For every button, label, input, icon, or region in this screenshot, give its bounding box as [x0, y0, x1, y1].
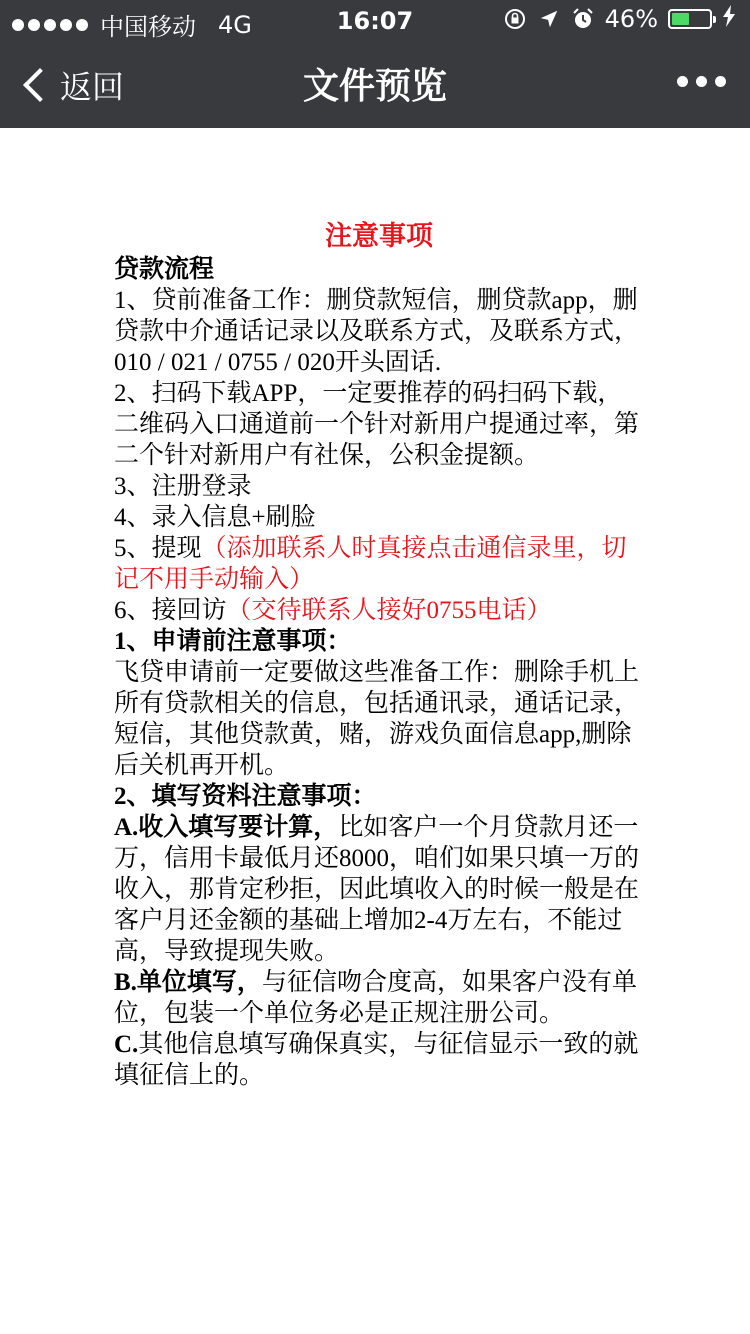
- battery-icon: [668, 9, 712, 29]
- status-time: 16:07: [336, 7, 414, 35]
- paragraph-6: [114, 595, 644, 626]
- paragraph-2: 2、扫码下载APP，一定要推荐的码扫码下载，二维码入口通道前一个针对新用户提通过率，第二个针对新用户有社保，公积金提额。: [114, 380, 640, 469]
- rotation-lock-icon: [503, 7, 527, 31]
- charging-icon: [722, 5, 736, 33]
- item-a: [114, 812, 644, 967]
- p6-note: （交待联系人接好0755电话）: [226, 597, 552, 624]
- network-label: 4G: [218, 10, 252, 39]
- document-content: [114, 218, 644, 1091]
- carrier-label: 中国移动: [100, 13, 196, 41]
- section-1-heading: 1、申请前注意事项：: [114, 628, 352, 655]
- item-a-title: A.收入填写要计算，: [114, 814, 339, 841]
- item-a-body: 比如客户一个月贷款月还一万，信用卡最低月还8000，咱们如果只填一万的收入，那肯定秒拒，因此填收入的时候一般是在客户月还金额的基础上增加2-4万左右，不能过高，导致提现失败。: [114, 814, 640, 965]
- status-bar: [0, 0, 750, 40]
- paragraph-4: 4、录入信息+刷脸: [114, 504, 316, 531]
- item-c-body: 其他信息填写确保真实，与征信显示一致的就填征信上的。: [114, 1031, 639, 1089]
- section-2-heading: 2、填写资料注意事项：: [114, 783, 377, 810]
- app-header: [0, 0, 750, 128]
- paragraph-1: 1、贷前准备工作：删贷款短信，删贷款app，删贷款中介通话记录以及联系方式，及联系方式，010 / 021 / 0755 / 020开头固话.: [114, 287, 640, 376]
- item-b-title: B.单位填写，: [114, 969, 262, 996]
- battery-percent: 46%: [604, 5, 658, 33]
- p5-note: （添加联系人时真接点击通信录里，切记不用手动输入）: [114, 535, 627, 593]
- p5-prefix: 5、提现: [114, 535, 202, 562]
- battery-fill: [672, 13, 689, 25]
- item-b-body: 与征信吻合度高，如果客户没有单位，包装一个单位务必是正规注册公司。: [114, 969, 637, 1027]
- page-title: 文件预览: [302, 66, 447, 107]
- document-title: 注意事项: [325, 221, 433, 251]
- location-arrow-icon: [537, 7, 561, 31]
- more-options-button[interactable]: [677, 76, 726, 87]
- paragraph-5: [114, 533, 644, 595]
- nav-bar: [0, 40, 750, 128]
- item-c-title: C.: [114, 1031, 139, 1058]
- status-right: [503, 5, 736, 33]
- item-b: [114, 967, 644, 1029]
- alarm-icon: [571, 7, 595, 31]
- section-loan-process: 贷款流程: [114, 256, 215, 283]
- item-c: [114, 1029, 644, 1091]
- section-1-body: 飞贷申请前一定要做这些准备工作：删除手机上所有贷款相关的信息，包括通讯录，通话记录，短信，其他贷款黄，赌，游戏负面信息app,删除后关机再开机。: [114, 659, 640, 779]
- p6-prefix: 6、接回访: [114, 597, 227, 624]
- back-label: 返回: [60, 68, 125, 106]
- paragraph-3: 3、注册登录: [114, 473, 252, 500]
